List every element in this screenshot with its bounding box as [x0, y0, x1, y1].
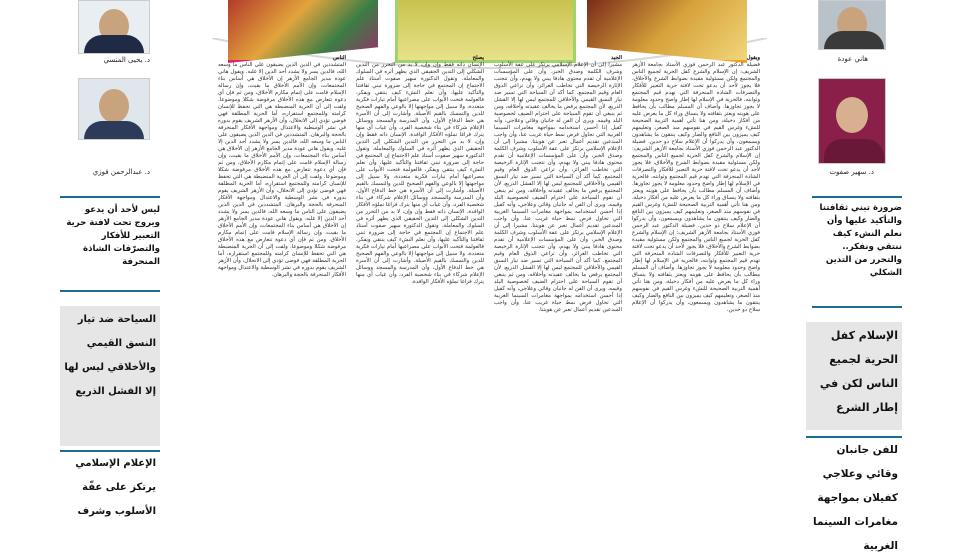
- column-3-text-repeat-2: الإنسان ذاته فقط وإن وإن، لا بد من التحرر من التدين الشكلي إلى التدين الحقيقي الذي يظهر أثره في السلوك والمعاملة. وتقول الدكتورة سهير صفوت أستاذ علم الاجتماع إن المجتمع في حاجة إلى ضرورة تبني ثقافتنا والتأكيد عليها، وأن نعلم النشء كيف ينتقي ويفكر، فالعولمة فتحت الأبواب على مصراعيها أمام تيارات فكرية متعددة، ولا سبيل إلى مواجهتها إلا بالوعي والفهم الصحيح للدين والتمسك بالقيم الأصيلة. وأشارت إلى أن الأسرة هي خط الدفاع الأول، وأن المدرسة والمسجد ووسائل الإعلام شركاء في بناء شخصية الفرد، وأن غياب أي منها يترك فراغا تملؤه الأفكار الوافدة.: [356, 209, 484, 285]
- column-1-text-repeat-2: فضيلة الدكتور عبد الرحمن فوزي الأستاذ بجامعة الأزهر الشريف: إن الإسلام والشرع كفل الحرية لجميع الناس والمجتمع ولكن مسئولية مقيدة بضوابط الشرع والأخلاق، فلا يجوز لأحد أن يدعو تحت لافتة حرية التعبير للأفكار والتصرفات الشاذة المنحرفة التي تهدم قيم المجتمع وثوابته، فالحرية في الإسلام لها إطار واضح وحدود معلومة لا يجوز تجاوزها. وأضاف أن المسلم مطالب بأن يحافظ على هويته ويعتز بثقافته ولا ينساق وراء كل ما يعرض عليه من أفكار دخيلة، ومن هنا تأتي أهمية التربية الصحيحة للنشء وغرس القيم في نفوسهم منذ الصغر، وتعليمهم كيف يميزون بين النافع والضار وكيف ينتقون ما يشاهدون ويسمعون، وأن يدركوا أن الإعلام سلاح ذو حدين.: [632, 223, 760, 313]
- article-column-3: [356, 55, 484, 540]
- photo-caption-1: د. يحيى المنسي: [103, 56, 150, 64]
- column-4-text: المتشددين في الدين الذين يضيقون على الناس ما وسعه الله، فالدين يسر ولا يشدد أحد الدين إلا غلبه. ويقول هاني عودة مدير الجامع الأزهر إن الأخلاق هي أساس بناء المجتمعات، وإن الأمم الأخلاق ما بقيت، وإن رسالة الإسلام قامت على إتمام مكارم الأخلاق، ومن ثم فإن أي دعوة تتعارض مع هذه الأخلاق مرفوضة شكلا وموضوعا. ولفت إلى أن الحرية المنضبطة هي التي تحفظ للإنسان كرامته وللمجتمع استقراره، أما الحرية المطلقة فهي فوضى تؤدي إلى الانحلال، وأن الأزهر الشريف يقوم بدوره في نشر الوسطية والاعتدال ومواجهة الأفكار المنحرفة بالحجة والبرهان.: [218, 62, 346, 138]
- right-sidebar: [812, 0, 902, 552]
- person-photo-4: [818, 78, 886, 164]
- column-1-text-repeat: فضيلة الدكتور عبد الرحمن فوزي الأستاذ بجامعة الأزهر الشريف: إن الإسلام والشرع كفل الحرية لجميع الناس والمجتمع ولكن مسئولية مقيدة بضوابط الشرع والأخلاق، فلا يجوز لأحد أن يدعو تحت لافتة حرية التعبير للأفكار والتصرفات الشاذة المنحرفة التي تهدم قيم المجتمع وثوابته، فالحرية في الإسلام لها إطار واضح وحدود معلومة لا يجوز تجاوزها. وأضاف أن المسلم مطالب بأن يحافظ على هويته ويعتز بثقافته ولا ينساق وراء كل ما يعرض عليه من أفكار دخيلة، ومن هنا تأتي أهمية التربية الصحيحة للنشء وغرس القيم في نفوسهم منذ الصغر، وتعليمهم كيف يميزون بين النافع والضار وكيف ينتقون ما يشاهدون ويسمعون، وأن يدركوا أن الإعلام سلاح ذو حدين.: [632, 139, 760, 229]
- column-4-text-repeat: المتشددين في الدين الذين يضيقون على الناس ما وسعه الله، فالدين يسر ولا يشدد أحد الدين إلا غلبه. ويقول هاني عودة مدير الجامع الأزهر إن الأخلاق هي أساس بناء المجتمعات، وإن الأمم الأخلاق ما بقيت، وإن رسالة الإسلام قامت على إتمام مكارم الأخلاق، ومن ثم فإن أي دعوة تتعارض مع هذه الأخلاق مرفوضة شكلا وموضوعا. ولفت إلى أن الحرية المنضبطة هي التي تحفظ للإنسان كرامته وللمجتمع استقراره، أما الحرية المطلقة فهي فوضى تؤدي إلى الانحلال، وأن الأزهر الشريف يقوم بدوره في نشر الوسطية والاعتدال ومواجهة الأفكار المنحرفة بالحجة والبرهان.: [218, 132, 346, 208]
- article-column-1: [632, 55, 760, 540]
- article-body: [215, 55, 760, 540]
- pull-quote-6: للفن جانبان وقائي وعلاجي كفيلان بمواجهة مغامرات السينما الغربية: [806, 436, 902, 540]
- photo-caption-2: د. عبدالرحمن فوزي: [92, 168, 150, 176]
- column-3-text: الإنسان ذاته فقط وإن وإن، لا بد من التحرر من التدين الشكلي إلى التدين الحقيقي الذي يظهر أثره في السلوك والمعاملة. وتقول الدكتورة سهير صفوت أستاذ علم الاجتماع إن المجتمع في حاجة إلى ضرورة تبني ثقافتنا والتأكيد عليها، وأن نعلم النشء كيف ينتقي ويفكر، فالعولمة فتحت الأبواب على مصراعيها أمام تيارات فكرية متعددة، ولا سبيل إلى مواجهتها إلا بالوعي والفهم الصحيح للدين والتمسك بالقيم الأصيلة. وأشارت إلى أن الأسرة هي خط الدفاع الأول، وأن المدرسة والمسجد ووسائل الإعلام شركاء في بناء شخصية الفرد، وأن غياب أي منها يترك فراغا تملؤه الأفكار الوافدة.: [356, 62, 484, 138]
- header-photo-center: [395, 0, 576, 63]
- left-sidebar: [60, 0, 160, 540]
- column-4-heading: الناس: [333, 55, 346, 61]
- pull-quote-2: السياحة ضد تيار النسق القيمي والأخلاقي ليس لها إلا الفشل الذريع: [60, 306, 160, 446]
- column-1-heading: ويقول: [746, 55, 760, 61]
- article-column-4: [218, 55, 346, 540]
- pull-quote-3: الإعلام الإسلامي يرتكز على عفّة الأسلوب وشرف: [60, 450, 160, 540]
- pull-quote-4: ضرورة تبني ثقافتنا والتأكيد عليها وأن نعلم النشء كيف ننتقي ونفكر.. والتحرر من التدين الشكلي: [812, 196, 902, 308]
- article-column-2: [494, 55, 622, 540]
- photo-caption-4: د. سهير صفوت: [829, 168, 874, 176]
- person-photo-2: [78, 78, 150, 140]
- column-2-heading: الجيد: [610, 55, 622, 61]
- column-2-text: مشيرا إلى أن الإعلام الإسلامي يرتكز على عفة الأسلوب وشرف الكلمة وصدق الخبر، وأن على المؤسسات الإعلامية أن تقدم محتوى هادفا يبني ولا يهدم، وأن تتجنب الإثارة الرخيصة التي تخاطب الغرائز، وأن تراعي الذوق العام وقيم المجتمع. كما أكد أن السياحة التي تسير ضد تيار النسق القيمي والأخلاقي للمجتمع ليس لها إلا الفشل الذريع، لأن المجتمع يرفض ما يخالف عقيدته وأخلاقه، ومن ثم ينبغي أن تقوم السياحة على احترام الضيف لخصوصية البلد وقيمه. ويرى أن الفن له جانبان وقائي وعلاجي، وأنه كفيل إذا أحسن استخدامه بمواجهة مغامرات السينما الغربية التي تحاول فرض نمط حياة غريب عنا، وأن واجب المبدعين تقديم أعمال تعبر عن هويتنا.: [494, 62, 622, 145]
- column-3-heading: يصلح: [472, 55, 484, 61]
- column-2-text-repeat: مشيرا إلى أن الإعلام الإسلامي يرتكز على عفة الأسلوب وشرف الكلمة وصدق الخبر، وأن على المؤسسات الإعلامية أن تقدم محتوى هادفا يبني ولا يهدم، وأن تتجنب الإثارة الرخيصة التي تخاطب الغرائز، وأن تراعي الذوق العام وقيم المجتمع. كما أكد أن السياحة التي تسير ضد تيار النسق القيمي والأخلاقي للمجتمع ليس لها إلا الفشل الذريع، لأن المجتمع يرفض ما يخالف عقيدته وأخلاقه، ومن ثم ينبغي أن تقوم السياحة على احترام الضيف لخصوصية البلد وقيمه. ويرى أن الفن له جانبان وقائي وعلاجي، وأنه كفيل إذا أحسن استخدامه بمواجهة مغامرات السينما الغربية التي تحاول فرض نمط حياة غريب عنا، وأن واجب المبدعين تقديم أعمال تعبر عن هويتنا.: [494, 139, 622, 229]
- column-3-text-repeat: الإنسان ذاته فقط وإن وإن، لا بد من التحرر من التدين الشكلي إلى التدين الحقيقي الذي يظهر أثره في السلوك والمعاملة. وتقول الدكتورة سهير صفوت أستاذ علم الاجتماع إن المجتمع في حاجة إلى ضرورة تبني ثقافتنا والتأكيد عليها، وأن نعلم النشء كيف ينتقي ويفكر، فالعولمة فتحت الأبواب على مصراعيها أمام تيارات فكرية متعددة، ولا سبيل إلى مواجهتها إلا بالوعي والفهم الصحيح للدين والتمسك بالقيم الأصيلة. وأشارت إلى أن الأسرة هي خط الدفاع الأول، وأن المدرسة والمسجد ووسائل الإعلام شركاء في بناء شخصية الفرد، وأن غياب أي منها يترك فراغا تملؤه الأفكار الوافدة.: [356, 132, 484, 215]
- pull-quote-1: ليس لأحد أن يدعو ويروج تحت لافتة حرية التعبير للأفكار والتصرّفات الشاذة المنحرفة: [60, 196, 160, 292]
- column-1-text: فضيلة الدكتور عبد الرحمن فوزي الأستاذ بجامعة الأزهر الشريف: إن الإسلام والشرع كفل الحرية لجميع الناس والمجتمع ولكن مسئولية مقيدة بضوابط الشرع والأخلاق، فلا يجوز لأحد أن يدعو تحت لافتة حرية التعبير للأفكار والتصرفات الشاذة المنحرفة التي تهدم قيم المجتمع وثوابته، فالحرية في الإسلام لها إطار واضح وحدود معلومة لا يجوز تجاوزها. وأضاف أن المسلم مطالب بأن يحافظ على هويته ويعتز بثقافته ولا ينساق وراء كل ما يعرض عليه من أفكار دخيلة، ومن هنا تأتي أهمية التربية الصحيحة للنشء وغرس القيم في نفوسهم منذ الصغر، وتعليمهم كيف يميزون بين النافع والضار وكيف ينتقون ما يشاهدون ويسمعون، وأن يدركوا أن الإعلام سلاح ذو حدين.: [632, 62, 760, 145]
- column-4-text-repeat-2: المتشددين في الدين الذين يضيقون على الناس ما وسعه الله، فالدين يسر ولا يشدد أحد الدين إلا غلبه. ويقول هاني عودة مدير الجامع الأزهر إن الأخلاق هي أساس بناء المجتمعات، وإن الأمم الأخلاق ما بقيت، وإن رسالة الإسلام قامت على إتمام مكارم الأخلاق، ومن ثم فإن أي دعوة تتعارض مع هذه الأخلاق مرفوضة شكلا وموضوعا. ولفت إلى أن الحرية المنضبطة هي التي تحفظ للإنسان كرامته وللمجتمع استقراره، أما الحرية المطلقة فهي فوضى تؤدي إلى الانحلال، وأن الأزهر الشريف يقوم بدوره في نشر الوسطية والاعتدال ومواجهة الأفكار المنحرفة بالحجة والبرهان.: [218, 202, 346, 278]
- person-photo-1: [78, 0, 150, 54]
- column-2-text-repeat-2: مشيرا إلى أن الإعلام الإسلامي يرتكز على عفة الأسلوب وشرف الكلمة وصدق الخبر، وأن على المؤسسات الإعلامية أن تقدم محتوى هادفا يبني ولا يهدم، وأن تتجنب الإثارة الرخيصة التي تخاطب الغرائز، وأن تراعي الذوق العام وقيم المجتمع. كما أكد أن السياحة التي تسير ضد تيار النسق القيمي والأخلاقي للمجتمع ليس لها إلا الفشل الذريع، لأن المجتمع يرفض ما يخالف عقيدته وأخلاقه، ومن ثم ينبغي أن تقوم السياحة على احترام الضيف لخصوصية البلد وقيمه. ويرى أن الفن له جانبان وقائي وعلاجي، وأنه كفيل إذا أحسن استخدامه بمواجهة مغامرات السينما الغربية التي تحاول فرض نمط حياة غريب عنا، وأن واجب المبدعين تقديم أعمال تعبر عن هويتنا.: [494, 223, 622, 313]
- pull-quote-5: الإسلام كفل الحرية لجميع الناس لكن في إطار الشرع: [806, 322, 902, 430]
- person-photo-3: [818, 0, 886, 50]
- photo-caption-3: هاني عودة: [837, 55, 868, 63]
